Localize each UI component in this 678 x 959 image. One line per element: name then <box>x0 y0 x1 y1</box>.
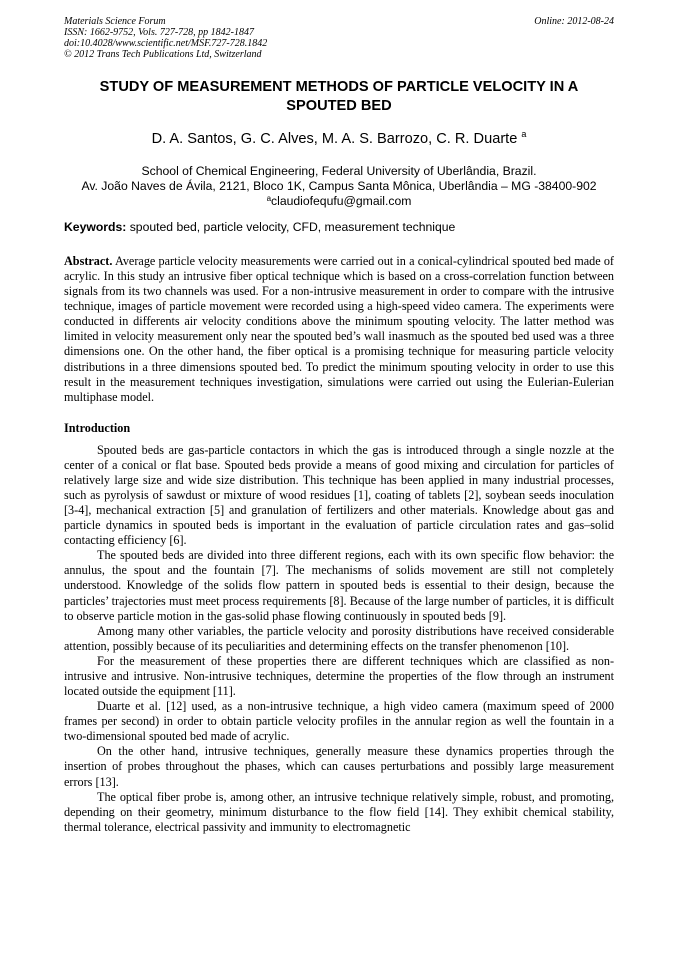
paragraph: On the other hand, intrusive techniques, generally measure these dynamics properties through the insertion of probes throughout the phases, which can causes perturbations and possibly large measurement errors [13]. <box>64 744 614 789</box>
affiliation-line-1: School of Chemical Engineering, Federal University of Uberlândia, Brazil. <box>141 164 537 178</box>
issn-line: ISSN: 1662-9752, Vols. 727-728, pp 1842-1847 <box>64 27 254 38</box>
publication-info <box>64 16 614 60</box>
paragraph: The spouted beds are divided into three different regions, each with its own specific flow behavior: the annulus, the spout and the fountain [7]. The mechanisms of solids movement are still not completely understood. Knowledge of the solids flow pattern in spouted beds is essential to their design, because the particles’ trajectories must meet process requirements [8]. Because of the large number of particles, it is difficult to observe particle motion in the gas-solid phase flowing continuously in spouted beds [9]. <box>64 548 614 623</box>
section-heading-introduction: Introduction <box>64 420 131 435</box>
author-list <box>64 130 614 148</box>
abstract <box>64 254 614 405</box>
keywords <box>64 220 614 235</box>
online-date: Online: 2012-08-24 <box>534 16 614 27</box>
keywords-text: spouted bed, particle velocity, CFD, measurement technique <box>126 220 456 234</box>
title-line-1: STUDY OF MEASUREMENT METHODS OF PARTICLE VELOCITY IN A <box>99 79 579 95</box>
abstract-label: Abstract. <box>64 254 113 268</box>
copyright-line: © 2012 Trans Tech Publications Ltd, Switzerland <box>64 49 262 60</box>
running-header <box>64 0 614 64</box>
email-mark: a <box>266 194 272 203</box>
paragraph: Among many other variables, the particle velocity and porosity distributions have received considerable attention, possibly because of its peculiarities and determining effects on the transfer phenomenon [10]. <box>64 623 614 653</box>
author-email: claudiofequfu@gmail.com <box>271 194 412 208</box>
doi-line: doi:10.4028/www.scientific.net/MSF.727-728.1842 <box>64 38 268 49</box>
title-line-2: SPOUTED BED <box>286 98 392 114</box>
keywords-label: Keywords: <box>64 220 127 234</box>
paragraph: Spouted beds are gas-particle contactors in which the gas is introduced through a single nozzle at the center of a conical or flat base. Spouted beds provide a means of good mixing and circulation for particles of relatively large size and wide size distribution. This technique has been applied in many industrial processes, such as pyrolysis of sawdust or mixture of wood residues [1], coating of tablets [2], soybean seeds inoculation [3-4], mechanical extraction [5] and granulation of fertilizers and other materials. Knowledge about gas and particle dynamics in spouted beds is important in the evaluation of particle circulation rates and gas–solid contacting efficiency [6]. <box>64 442 614 548</box>
paragraph: The optical fiber probe is, among other, an intrusive technique relatively simple, robust, and promoting, depending on their geometry, minimum disturbance to the flow field [14]. They exhibit chemical stability, thermal tolerance, electrical passivity and immunity to electromagnetic <box>64 789 614 834</box>
affiliation-line-2: Av. João Naves de Ávila, 2121, Bloco 1K, Campus Santa Mônica, Uberlândia – MG -38400-902 <box>81 179 597 193</box>
paragraph: For the measurement of these properties there are different techniques which are classified as non-intrusive and intrusive. Non-intrusive techniques, determine the properties of the flow through an instrument located outside the equipment [11]. <box>64 653 614 699</box>
paragraph: Duarte et al. [12] used, as a non-intrusive technique, a high video camera (maximum speed of 2000 frames per second) in order to obtain particle velocity profiles in the annular region as well the fountain in a two-dimensional spouted bed made of acrylic. <box>64 699 614 744</box>
author-affiliation-mark: a <box>521 129 527 139</box>
abstract-text: Average particle velocity measurements were carried out in a conical-cylindrical spouted bed made of acrylic. In this study an intrusive fiber optical technique which is based on a cross-correlation function between signals from its two channels was used. For a non-intrusive measurement in order to compare with the intrusive technique, images of particle movement were recorded using a high-speed video camera. The experiments were conducted in differents air velocity conditions above the minimum spouting velocity. The latter method was limited in velocity measurement only near the spouted bed’s wall inasmuch as the spouted bed used was a three dimensions one. On the other hand, the fiber optical is a promising technique for measuring particle velocity distributions in a three dimensions spouted bed. To predict the minimum spouting velocity in order to use this result in the measurement techniques investigation, simulations were carried out using the Eulerian-Eulerian multiphase model. <box>64 254 614 404</box>
paper-title <box>64 78 614 116</box>
email-line <box>64 194 614 209</box>
journal-name: Materials Science Forum <box>64 16 166 27</box>
introduction-body <box>64 443 614 835</box>
author-names: D. A. Santos, G. C. Alves, M. A. S. Barrozo, C. R. Duarte <box>151 131 518 147</box>
affiliation-block <box>64 164 614 209</box>
